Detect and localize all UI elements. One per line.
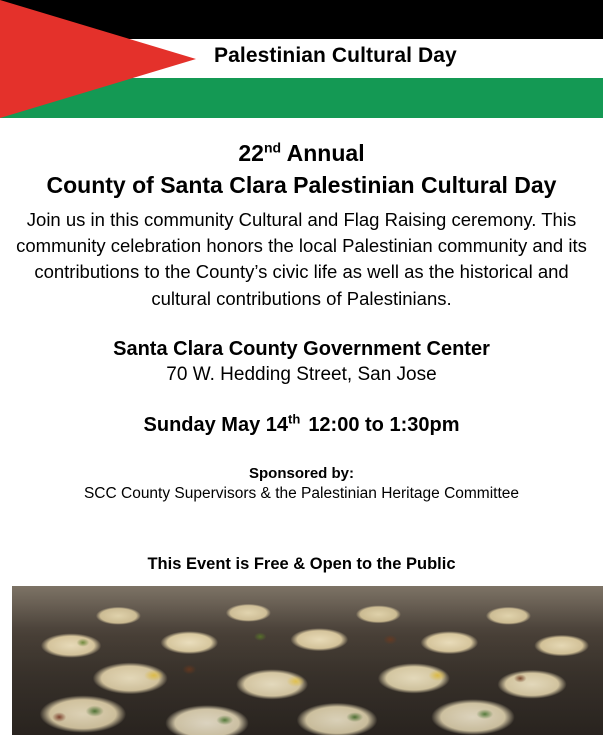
page-title: County of Santa Clara Palestinian Cultural Day xyxy=(46,172,557,199)
flyer-content xyxy=(0,140,603,574)
annual-suffix: nd xyxy=(263,139,282,156)
food-photo-sheen xyxy=(12,586,603,735)
banner-title: Palestinian Cultural Day xyxy=(214,44,457,67)
sponsor-names: SCC County Supervisors & the Palestinian Heritage Committee xyxy=(83,484,520,502)
flag-triangle-red xyxy=(0,0,196,118)
annual-number: 22 xyxy=(238,140,264,166)
annual-word: Annual xyxy=(286,140,365,166)
annual-heading xyxy=(8,140,595,166)
flag-banner xyxy=(0,0,603,118)
venue-name: Santa Clara County Government Center xyxy=(113,337,490,360)
sponsor-label: Sponsored by: xyxy=(248,464,354,482)
food-photo xyxy=(12,586,603,735)
event-day: Sunday May 14 xyxy=(143,413,289,436)
venue-address: 70 W. Hedding Street, San Jose xyxy=(166,363,437,385)
event-time: 12:00 to 1:30pm xyxy=(308,413,460,436)
event-day-suffix: th xyxy=(288,411,301,427)
footer-note: This Event is Free & Open to the Public xyxy=(147,554,456,573)
event-datetime xyxy=(8,411,595,437)
event-description: Join us in this community Cultural and Flag Raising ceremony. This community celebration honors the local Palestinian community and its contributions to the County’s civic life as well as the historical and cultural contributions of Palestinians. xyxy=(16,208,587,309)
